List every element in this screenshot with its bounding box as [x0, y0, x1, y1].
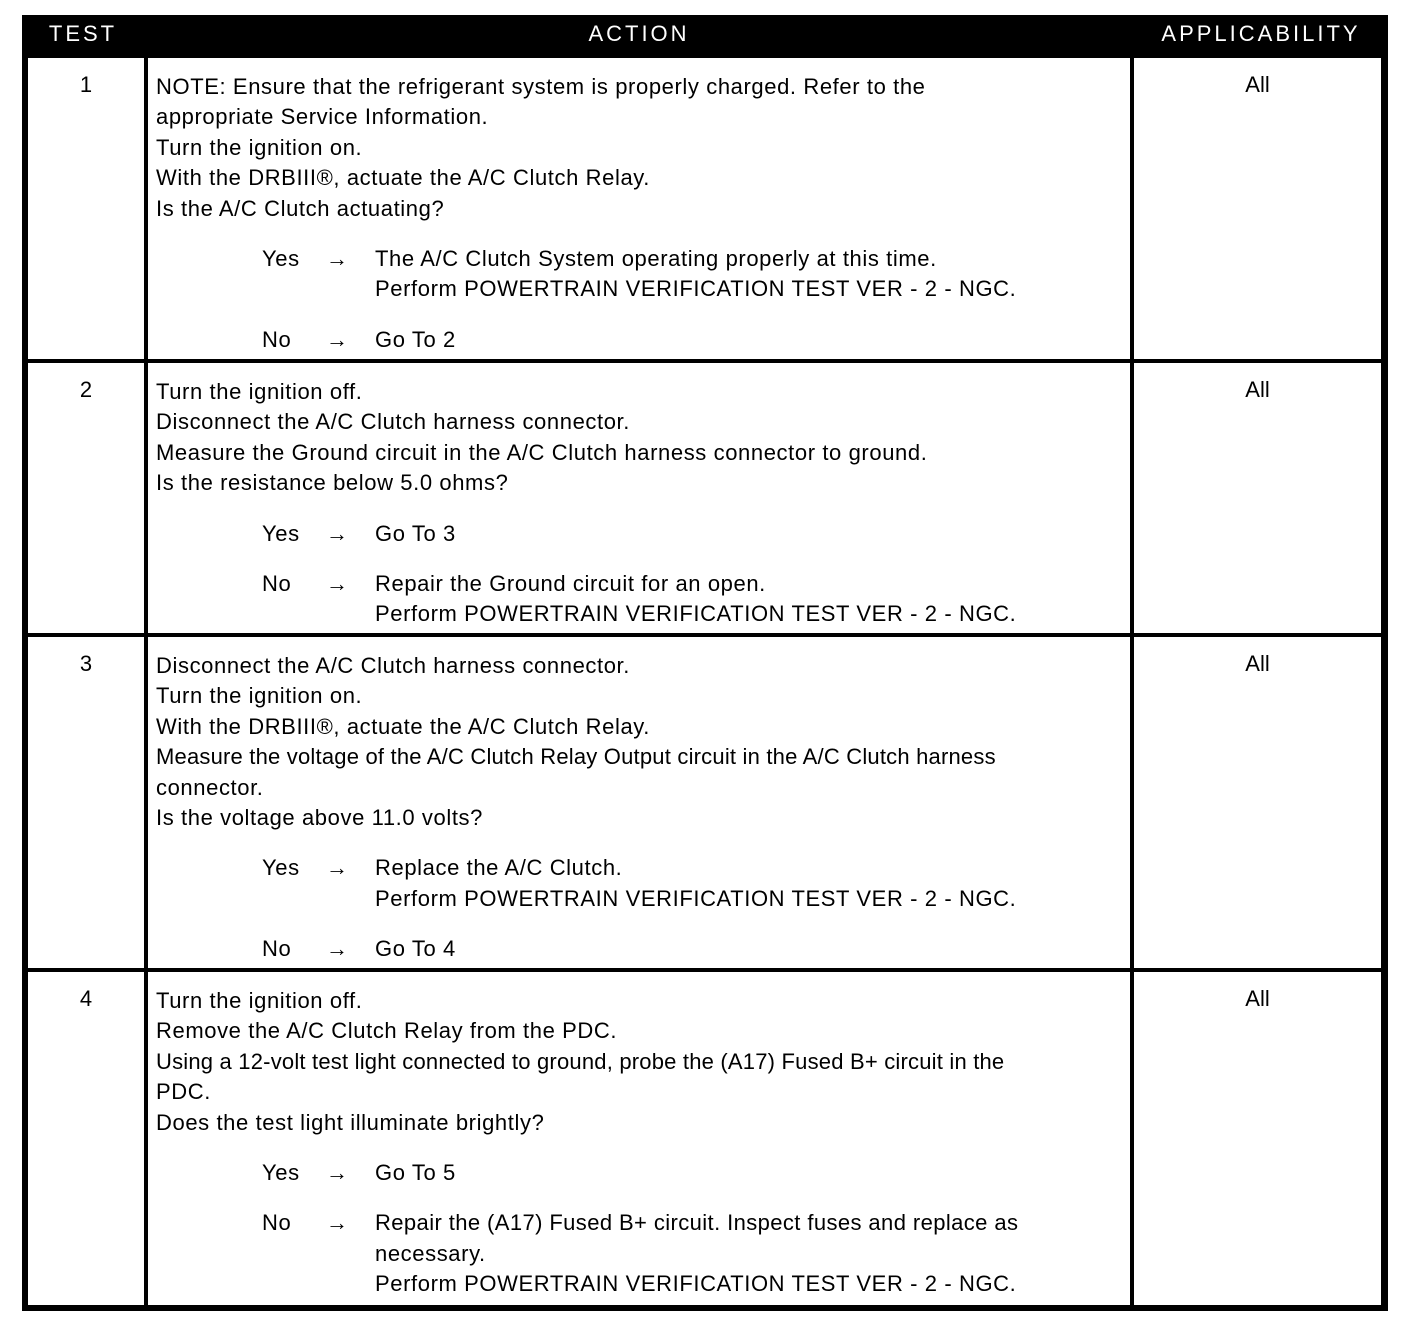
action-line: Is the A/C Clutch actuating? — [156, 195, 445, 221]
action-line: Remove the A/C Clutch Relay from the PDC. — [156, 1018, 618, 1044]
action-cell — [148, 58, 1130, 359]
arrow-icon: → — [326, 520, 349, 546]
result-text: Perform POWERTRAIN VERIFICATION TEST VER - 2 - NGC. — [375, 276, 1017, 302]
test-number-cell — [28, 363, 144, 633]
action-line: Measure the voltage of the A/C Clutch Relay Output circuit in the A/C Clutch harness — [156, 744, 996, 770]
arrow-icon: → — [326, 1210, 349, 1236]
applicability-cell — [1134, 363, 1381, 633]
table-header — [22, 15, 1388, 55]
result-label: Yes — [262, 520, 300, 546]
action-line: connector. — [156, 774, 264, 800]
action-line: Turn the ignition on. — [156, 683, 363, 709]
result-text: Repair the Ground circuit for an open. — [375, 571, 766, 597]
applicability-cell — [1134, 58, 1381, 359]
result-text: Perform POWERTRAIN VERIFICATION TEST VER - 2 - NGC. — [375, 885, 1017, 911]
header-applicability: APPLICABILITY — [1161, 21, 1361, 46]
result-yes — [156, 1158, 1130, 1188]
result-no — [156, 934, 1130, 964]
applicability-value: All — [1245, 377, 1270, 402]
action-line: PDC. — [156, 1079, 211, 1105]
arrow-icon: → — [326, 571, 349, 597]
arrow-icon: → — [326, 855, 349, 881]
arrow-icon: → — [326, 936, 349, 962]
test-number: 2 — [79, 377, 93, 402]
test-number: 4 — [79, 986, 93, 1011]
result-label: Yes — [262, 855, 300, 881]
action-cell — [148, 972, 1130, 1305]
applicability-value: All — [1245, 986, 1270, 1011]
action-line: NOTE: Ensure that the refrigerant system is properly charged. Refer to the — [156, 74, 926, 99]
applicability-cell — [1134, 972, 1381, 1305]
action-cell — [148, 363, 1130, 633]
diagnostic-test-table — [22, 15, 1388, 1311]
result-text: necessary. — [375, 1240, 486, 1266]
result-label: No — [262, 1210, 292, 1236]
result-text: Go To 2 — [375, 326, 456, 352]
action-line: Turn the ignition off. — [156, 988, 363, 1013]
action-cell — [148, 637, 1130, 968]
action-line: With the DRBIII®, actuate the A/C Clutch Relay. — [156, 713, 650, 739]
applicability-value: All — [1245, 651, 1270, 676]
arrow-icon: → — [326, 326, 349, 352]
action-line: With the DRBIII®, actuate the A/C Clutch Relay. — [156, 165, 650, 191]
applicability-cell — [1134, 637, 1381, 968]
result-no — [156, 325, 1130, 355]
header-test: TEST — [48, 21, 118, 46]
action-line: Using a 12-volt test light connected to ground, probe the (A17) Fused B+ circuit in the — [156, 1048, 1005, 1074]
result-yes — [156, 519, 1130, 549]
result-label: No — [262, 571, 292, 597]
result-text: The A/C Clutch System operating properly at this time. — [375, 246, 937, 272]
test-number-cell — [28, 58, 144, 359]
action-line: Turn the ignition on. — [156, 134, 363, 160]
test-number-cell — [28, 972, 144, 1305]
result-label: Yes — [262, 1160, 300, 1186]
action-line: Measure the Ground circuit in the A/C Clutch harness connector to ground. — [156, 439, 928, 465]
action-line: Does the test light illuminate brightly? — [156, 1109, 545, 1135]
action-line: Is the resistance below 5.0 ohms? — [156, 470, 509, 496]
test-number: 3 — [79, 651, 93, 676]
result-text: Perform POWERTRAIN VERIFICATION TEST VER - 2 - NGC. — [375, 601, 1017, 627]
header-action: ACTION — [588, 21, 690, 46]
result-text: Replace the A/C Clutch. — [375, 855, 623, 881]
applicability-value: All — [1245, 72, 1270, 97]
result-label: Yes — [262, 246, 300, 272]
test-number-cell — [28, 637, 144, 968]
result-no — [156, 569, 1130, 630]
arrow-icon: → — [326, 246, 349, 272]
result-yes — [156, 244, 1130, 305]
action-line: appropriate Service Information. — [156, 104, 489, 130]
arrow-icon: → — [326, 1160, 349, 1186]
result-text: Go To 4 — [375, 936, 456, 962]
action-line: Is the voltage above 11.0 volts? — [156, 805, 483, 831]
action-line: Disconnect the A/C Clutch harness connector. — [156, 653, 630, 678]
result-text: Repair the (A17) Fused B+ circuit. Inspect fuses and replace as — [375, 1210, 1019, 1236]
result-text: Perform POWERTRAIN VERIFICATION TEST VER - 2 - NGC. — [375, 1271, 1017, 1297]
result-no — [156, 1208, 1130, 1299]
result-text: Go To 3 — [375, 520, 456, 546]
result-label: No — [262, 936, 292, 962]
test-number: 1 — [79, 72, 93, 97]
result-label: No — [262, 326, 292, 352]
action-line: Turn the ignition off. — [156, 379, 363, 404]
result-text: Go To 5 — [375, 1160, 456, 1186]
action-line: Disconnect the A/C Clutch harness connector. — [156, 409, 630, 435]
result-yes — [156, 853, 1130, 914]
